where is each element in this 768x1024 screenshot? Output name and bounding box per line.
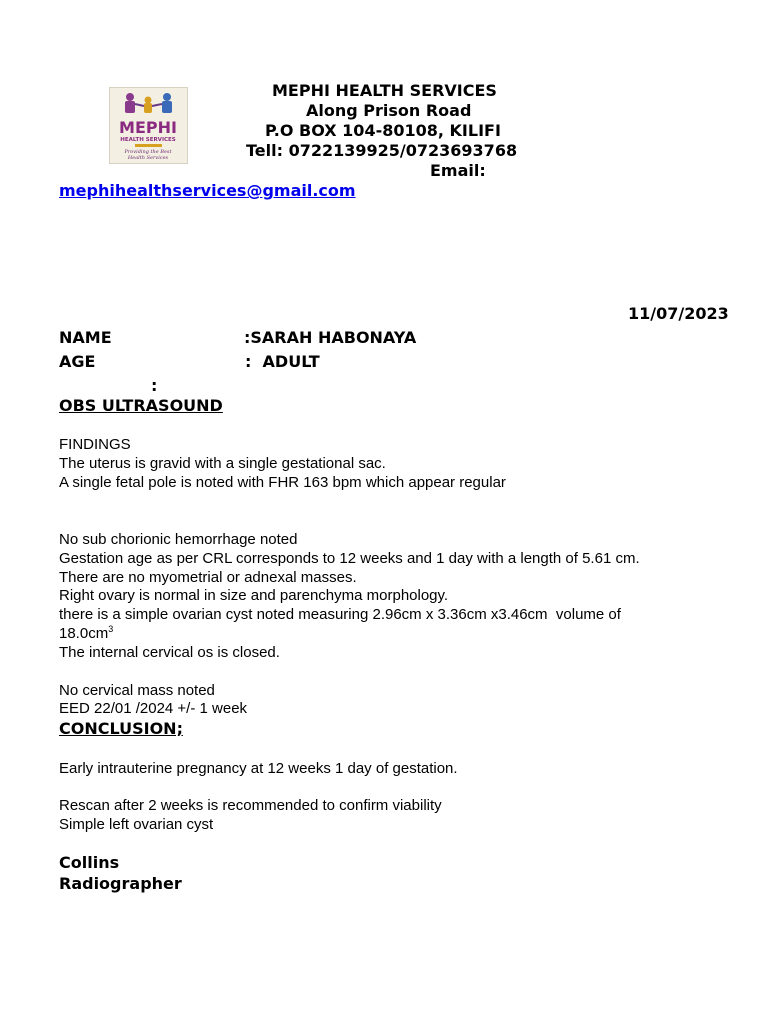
finding-line: Gestation age as per CRL corresponds to 12 weeks and 1 day with a length of 5.61 cm. bbox=[59, 550, 640, 567]
signatory-title: Radiographer bbox=[59, 874, 182, 893]
finding-line: There are no myometrial or adnexal masses. bbox=[59, 569, 357, 586]
conclusion-line: Rescan after 2 weeks is recommended to confirm viability bbox=[59, 797, 442, 814]
finding-line: A single fetal pole is noted with FHR 163 bpm which appear regular bbox=[59, 474, 506, 491]
finding-line: EED 22/01 /2024 +/- 1 week bbox=[59, 700, 248, 717]
email-link[interactable]: mephihealthservices@gmail.com bbox=[59, 181, 356, 200]
finding-line: there is a simple ovarian cyst noted measuring 2.96cm x 3.36cm x3.46cm volume of bbox=[59, 606, 621, 623]
signatory-name: Collins bbox=[59, 853, 120, 872]
finding-line: Right ovary is normal in size and parenchyma morphology. bbox=[59, 587, 449, 604]
org-address: Along Prison Road bbox=[306, 101, 472, 120]
age-label: AGE bbox=[59, 352, 96, 371]
conclusion-label: CONCLUSION; bbox=[59, 719, 183, 738]
org-po-box: P.O BOX 104-80108, KILIFI bbox=[265, 121, 501, 140]
email-label: Email: bbox=[430, 161, 486, 180]
logo-graphic bbox=[110, 88, 187, 163]
conclusion-line: Simple left ovarian cyst bbox=[59, 816, 214, 833]
age-value: : ADULT bbox=[245, 352, 320, 371]
conclusion-line: Early intrauterine pregnancy at 12 weeks 1 day of gestation. bbox=[59, 760, 458, 777]
findings-label: FINDINGS bbox=[59, 436, 131, 453]
cyst-volume bbox=[59, 624, 113, 643]
logo-text-sub: HEALTH SERVICES bbox=[120, 137, 176, 143]
mephi-logo bbox=[109, 87, 188, 164]
svg-text:Providing the Best: Providing the Best bbox=[124, 149, 172, 155]
logo-text-main: MEPHI bbox=[119, 118, 177, 137]
svg-text:Health Services: Health Services bbox=[127, 155, 169, 161]
org-tel: Tell: 0722139925/0723693768 bbox=[246, 141, 518, 160]
cyst-volume-exponent: 3 bbox=[108, 624, 114, 634]
org-name: MEPHI HEALTH SERVICES bbox=[272, 81, 497, 100]
finding-line: No sub chorionic hemorrhage noted bbox=[59, 531, 298, 548]
finding-line: No cervical mass noted bbox=[59, 682, 215, 699]
name-value: :SARAH HABONAYA bbox=[244, 328, 417, 347]
exam-title: OBS ULTRASOUND bbox=[59, 396, 223, 415]
cyst-volume-value: 18.0cm bbox=[59, 625, 109, 642]
report-date: 11/07/2023 bbox=[628, 304, 729, 323]
finding-line: The uterus is gravid with a single gestational sac. bbox=[59, 455, 386, 472]
name-label: NAME bbox=[59, 328, 112, 347]
stray-colon: : bbox=[151, 376, 158, 395]
finding-line: The internal cervical os is closed. bbox=[59, 644, 280, 661]
